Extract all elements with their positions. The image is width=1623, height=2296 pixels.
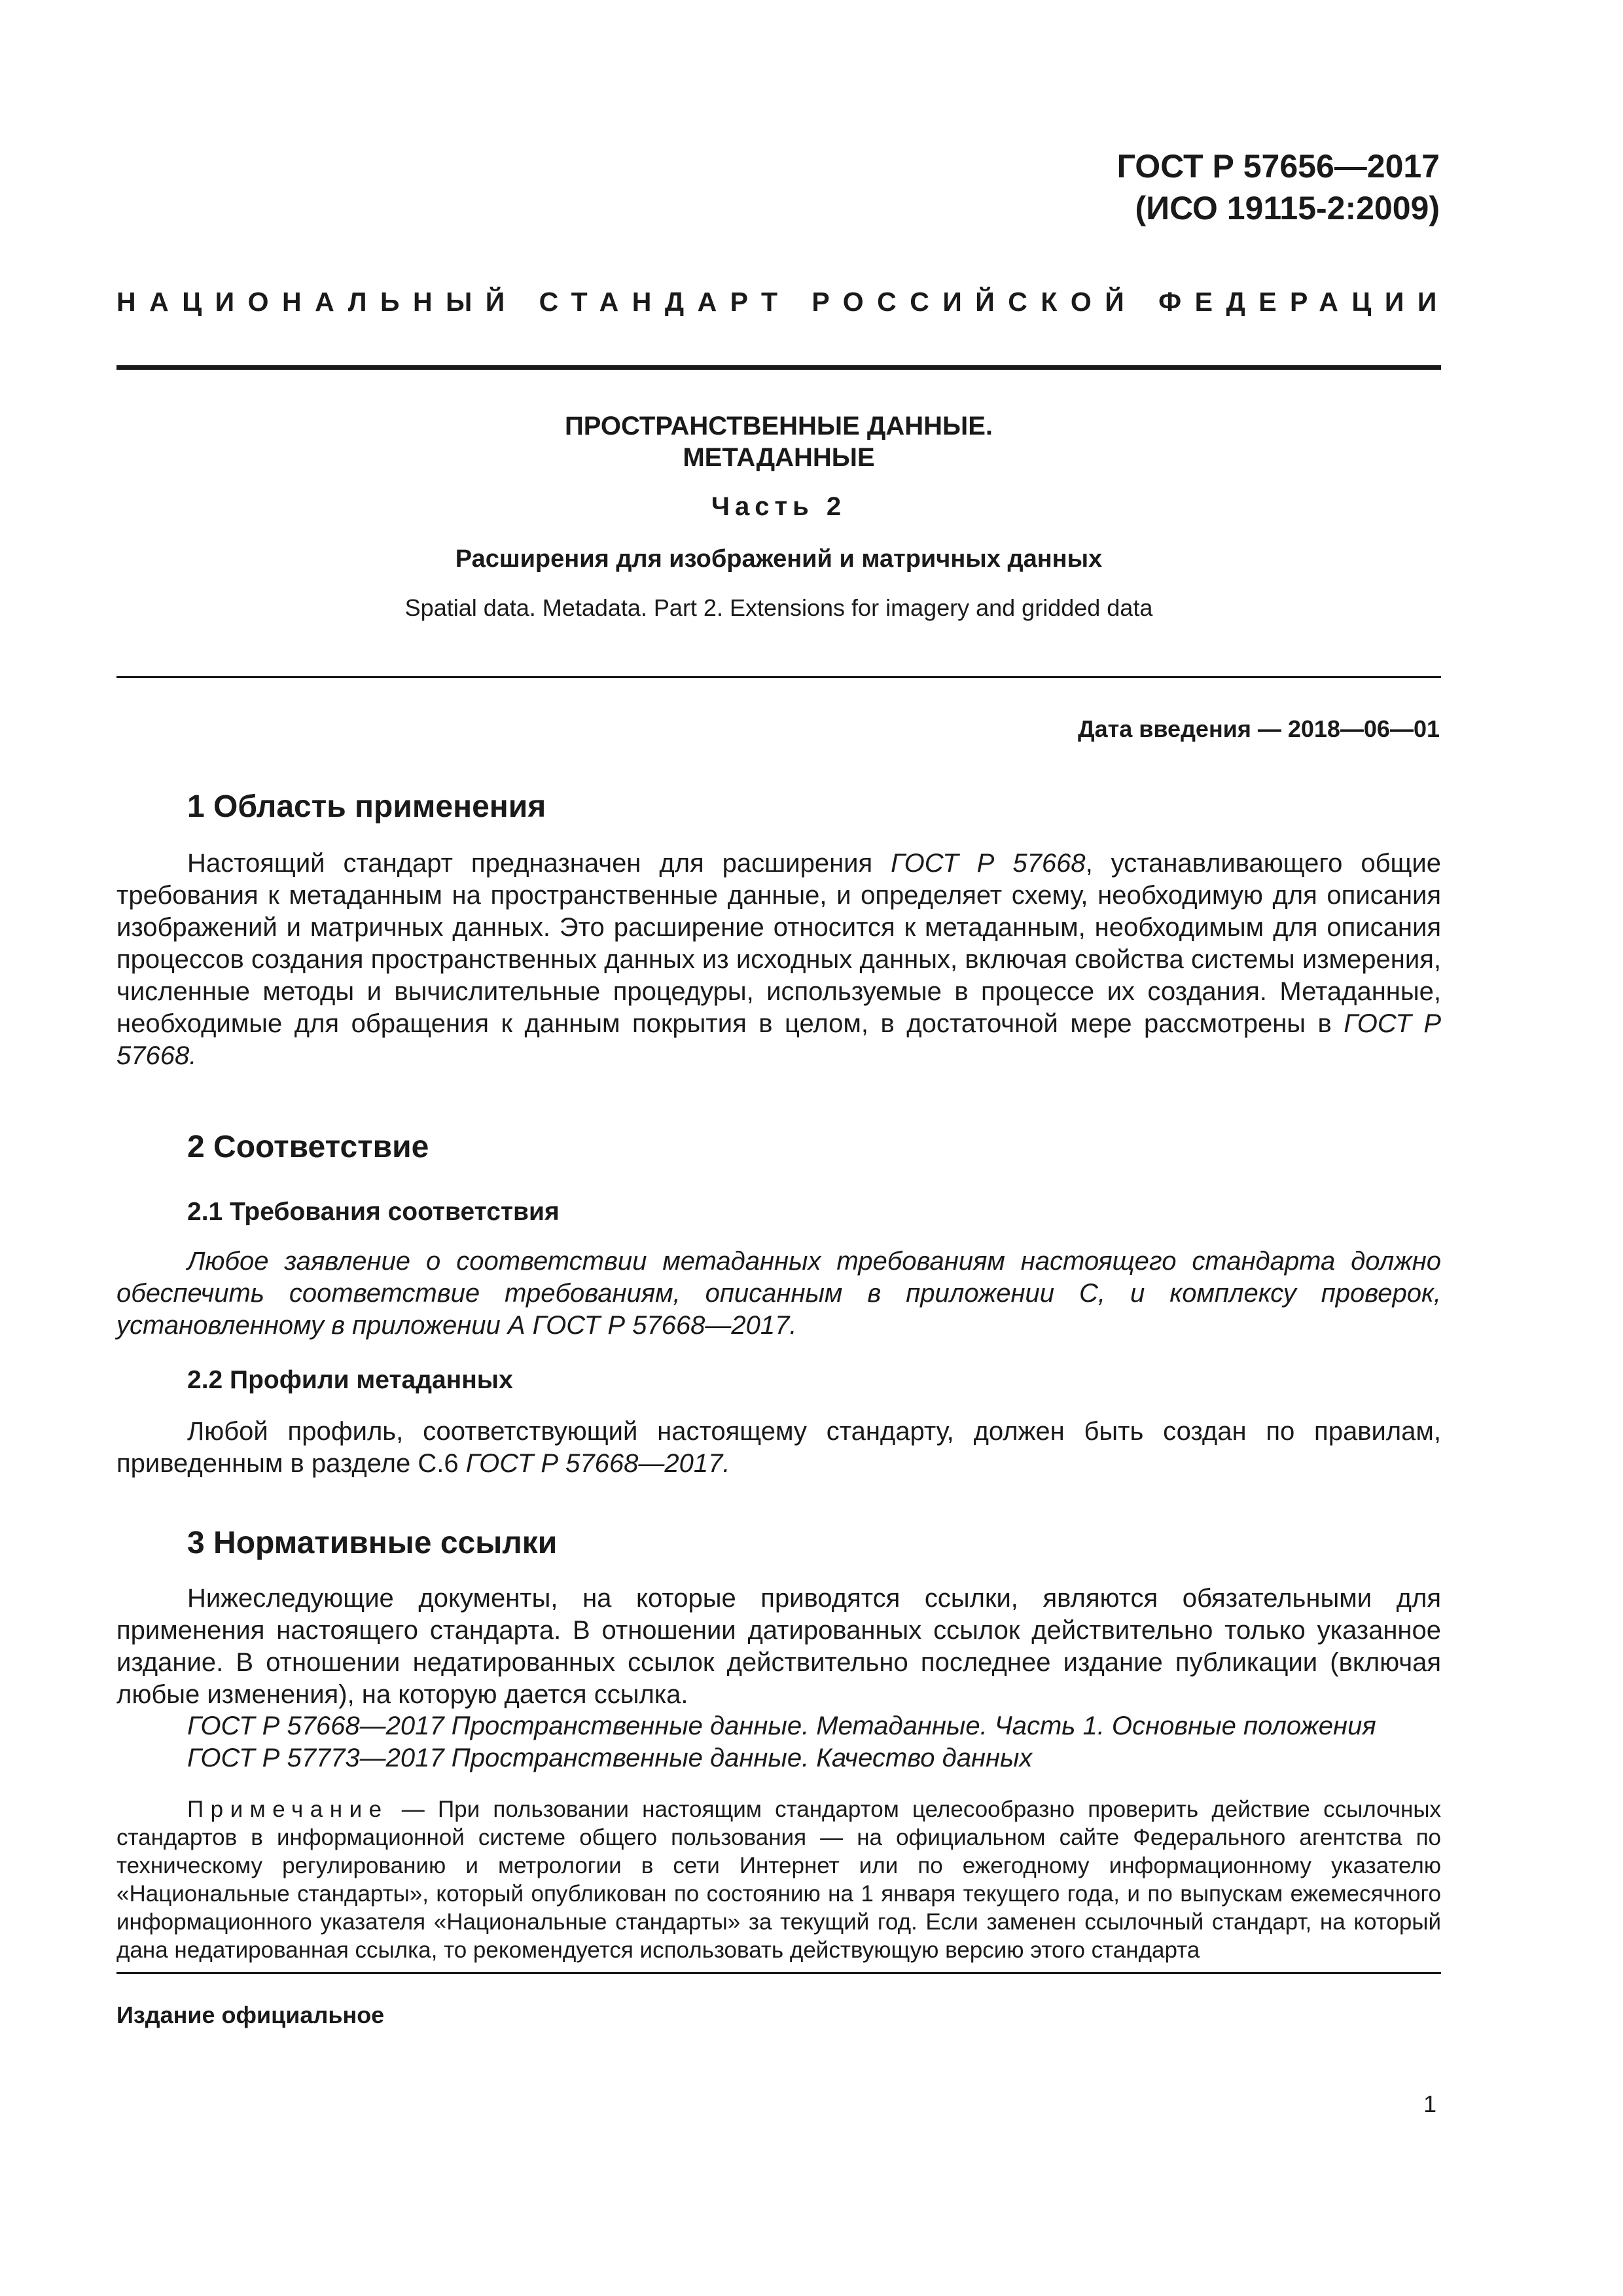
national-standard-banner: НАЦИОНАЛЬНЫЙ СТАНДАРТ РОССИЙСКОЙ ФЕДЕРАЦИИ xyxy=(116,287,1450,317)
footer-rule xyxy=(116,1972,1441,1974)
section-1-ref-b: ГОСТ Р 57668. xyxy=(116,1009,1442,1070)
section-2-2-text: Любой профиль, соответствующий настоящему стандарту, должен быть создан по правилам, приведенным в разделе С.6 xyxy=(116,1417,1441,1478)
page-number: 1 xyxy=(1423,2090,1436,2117)
section-2-2-ref: ГОСТ Р 57668—2017. xyxy=(465,1449,730,1478)
section-2-1-heading: 2.1 Требования соответствия xyxy=(187,1198,560,1226)
note-label: Примечание xyxy=(187,1797,389,1822)
iso-number: (ИСО 19115-2:2009) xyxy=(1135,190,1440,226)
section-3-heading: 3 Нормативные ссылки xyxy=(187,1526,558,1560)
gost-number: ГОСТ Р 57656—2017 xyxy=(1116,148,1440,185)
section-1-paragraph xyxy=(116,848,1441,1072)
section-3-note xyxy=(116,1795,1441,1964)
edition-label: Издание официальное xyxy=(116,2001,385,2028)
title-line-2: МЕТАДАННЫЕ xyxy=(683,443,875,472)
title-rule xyxy=(116,676,1441,678)
section-1-text-b: , устанавливающего общие требования к метаданным на пространственные данные, и определяет схему, необходимую для описания изображений и матричных данных. Это расширение относится к метаданным, необходимым для описания процессов создания пространственных данных из исходных данных, включая свойства системы измерения, численные методы и вычислительные процедуры, используемые в процессе их создания. Метаданные, необходимые для обращения к данным покрытия в целом, в достаточной мере рассмотрены в xyxy=(116,849,1442,1038)
reference-item: ГОСТ Р 57773—2017 Пространственные данные. Качество данных xyxy=(187,1744,1033,1772)
section-1-heading: 1 Область применения xyxy=(187,789,546,824)
reference-item: ГОСТ Р 57668—2017 Пространственные данные. Метаданные. Часть 1. Основные положения xyxy=(187,1712,1376,1740)
section-2-heading: 2 Соответствие xyxy=(187,1130,429,1164)
english-title: Spatial data. Metadata. Part 2. Extensions for imagery and gridded data xyxy=(404,594,1153,621)
document-subtitle: Расширения для изображений и матричных данных xyxy=(455,545,1103,573)
section-2-1-paragraph: Любое заявление о соответствии метаданных требованиям настоящего стандарта должно обеспечить соответствие требованиям, описанным в приложении С, и комплексу проверок, установленному в приложении А ГОСТ Р 57668—2017. xyxy=(116,1247,1441,1340)
document-number xyxy=(1117,145,1440,229)
section-2-2-heading: 2.2 Профили метаданных xyxy=(187,1366,513,1394)
note-text: — При пользовании настоящим стандартом целесообразно проверить действие ссылочных стандартов в информационной системе общего пользования — на официальном сайте Федерального агентства по техническому регулированию и метрологии в сети Интернет или по ежегодному информационному указателю «Национальные стандарты», который опубликован по состоянию на 1 января текущего года, и по выпускам ежемесячного информационного указателя «Национальные стандарты» за текущий год. Если заменен ссылочный стандарт, на который дана недатированная ссылка, то рекомендуется использовать действующую версию этого стандарта xyxy=(116,1797,1441,1963)
section-1-text-a: Настоящий стандарт предназначен для расширения xyxy=(187,849,891,878)
document-title xyxy=(116,410,1441,473)
header-rule xyxy=(116,365,1441,370)
section-3-paragraph: Нижеследующие документы, на которые приводятся ссылки, являются обязательными для применения настоящего стандарта. В отношении датированных ссылок действительно только указанное издание. В отношении недатированных ссылок действительно последнее издание публикации (включая любые изменения), на которую дается ссылка. xyxy=(116,1584,1441,1709)
section-1-ref-a: ГОСТ Р 57668 xyxy=(891,849,1086,878)
section-2-2-paragraph xyxy=(116,1416,1441,1480)
introduction-date: Дата введения — 2018—06—01 xyxy=(1077,715,1440,742)
title-line-1: ПРОСТРАНСТВЕННЫЕ ДАННЫЕ. xyxy=(564,412,993,440)
part-label: Часть 2 xyxy=(711,492,847,521)
